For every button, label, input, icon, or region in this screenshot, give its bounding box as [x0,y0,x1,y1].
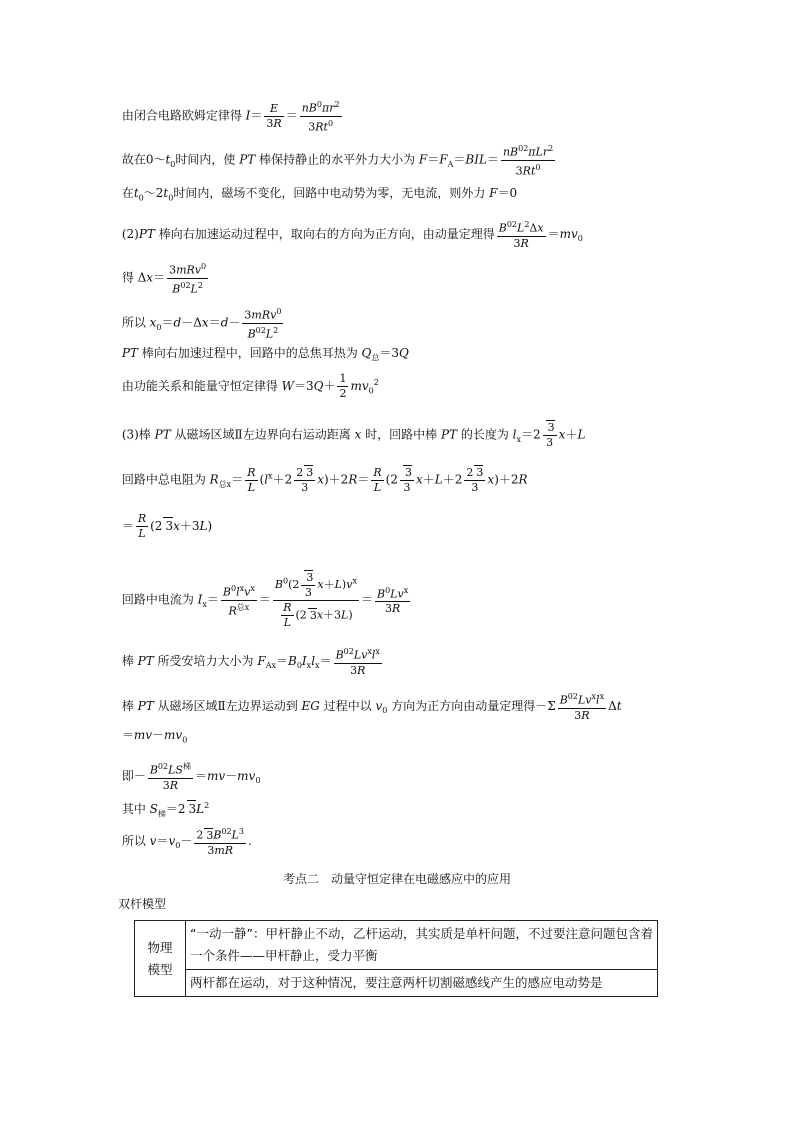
formula-line-11: ＝ $\frac{R}{L}$ (2 3x＋3L) [118,512,213,540]
formula-line-10: 回路中总电阻为 $R_{总x}=$ $\frac{R}{L}$ ($l^x+2$ $\frac{2 3}{3}$ x)＋2R＝ $\frac{R}{L}$ (2 $\frac{3}{3}$ x＋L＋2 $\frac{2 3}{3}$ x)＋2R [118,465,528,494]
table-header-text: 物理 模型 [147,939,173,977]
table-cell-row1: “一动一静”：甲杆静止不动，乙杆运动，其实质是单杆问题，不过要注意问题包含着一个条件——甲杆静止，受力平衡 [186,921,658,970]
formula-line-4: (2)PT 棒向右加速运动过程中，取向右的方向为正方向，由动量定理得 $\frac{B^{02}L^2\Delta x}{3R}$ $=mv_0$ [118,220,583,250]
formula-line-18: 所以 $v=v_0-$ $\frac{2 3B^{02}L^3}{3mR}$ . [118,827,252,857]
formula-line-17: 其中 $S_梯=2$ $3L^2$ [118,801,210,819]
sub-heading: 双杆模型 [118,897,167,911]
table-cell-row2: 两杆都在运动，对于这种情况，要注意两杆切割磁感线产生的感应电动势是 [186,970,658,997]
section-heading: 考点二 动量守恒定律在电磁感应中的应用 [282,872,511,886]
formula-line-9: (3)棒 PT 从磁场区域Ⅱ左边界向右运动距离 x 时，回路中棒 PT 的长度为 $l_x=2$ $\frac{3}{3}$ x＋L [118,421,586,449]
table-header-cell [135,921,186,997]
formula-line-1: 由闭合电路欧姆定律得 I＝ $\frac{E}{3R}$ ＝ $\frac{nB^0\pi r^2}{3Rt^0}$ [118,100,340,134]
formula-line-15: $=mv-mv_0$ [118,728,188,745]
table-row [135,970,658,997]
formula-line-12: 回路中电流为 $I_x=$ $\frac{B^0l^xv^x}{R^{总x}}$ ＝ $B^0(2$ $\frac{3}{3}$ $x+L)v^x$ $\frac{R}{L}$ (2 3x＋3L) ＝ $\frac{B^0Lv^x}{3R}$ [118,571,409,629]
formula-line-13: 棒 PT 所受安培力大小为 $F_{Ax}=B_0I_xl_x=$ $\frac{B^{02}Lv^xl^x}{3R}$ [118,647,380,677]
formula-line-16: 即－ $\frac{B^{02}LS^梯}{3R}$ $=mv-mv_0$ [118,762,261,792]
formula-line-2: 故在$0\sim t_0$时间内，使 PT 棒保持静止的水平外力大小为 $F=F_A=BIL=$ $\frac{nB^{02}\pi Lr^2}{3Rt^0}$ [118,144,554,178]
formula-line-5: 得 Δx＝ $\frac{3mRv^0}{B^{02}L^2}$ [118,262,207,296]
formula-line-7: PT 棒向右加速过程中，回路中的总焦耳热为 $Q_总=3Q$ [121,346,409,363]
formula-line-8: 由功能关系和能量守恒定律得 W＝3Q＋ $\frac{1}{2}$ $mv_0^2$ [118,372,379,400]
formula-line-14: 棒 PT 从磁场区域Ⅱ左边界运动到 EG 过程中以 $v_0$ 方向为正方向由动量定理得－Σ $\frac{B^{02}Lv^xl^x}{3R}$ Δt [118,692,622,722]
formula-line-6: 所以 $x_0=d-\Delta x=d-$ $\frac{3mRv^0}{B^{02}L^2}$ [118,307,282,341]
model-table [134,920,658,997]
table-row [135,921,658,970]
formula-line-3: 在$t_0\sim 2t_0$时间内，磁场不变化，回路中电动势为零，无电流，则外力 F＝0 [118,186,518,203]
